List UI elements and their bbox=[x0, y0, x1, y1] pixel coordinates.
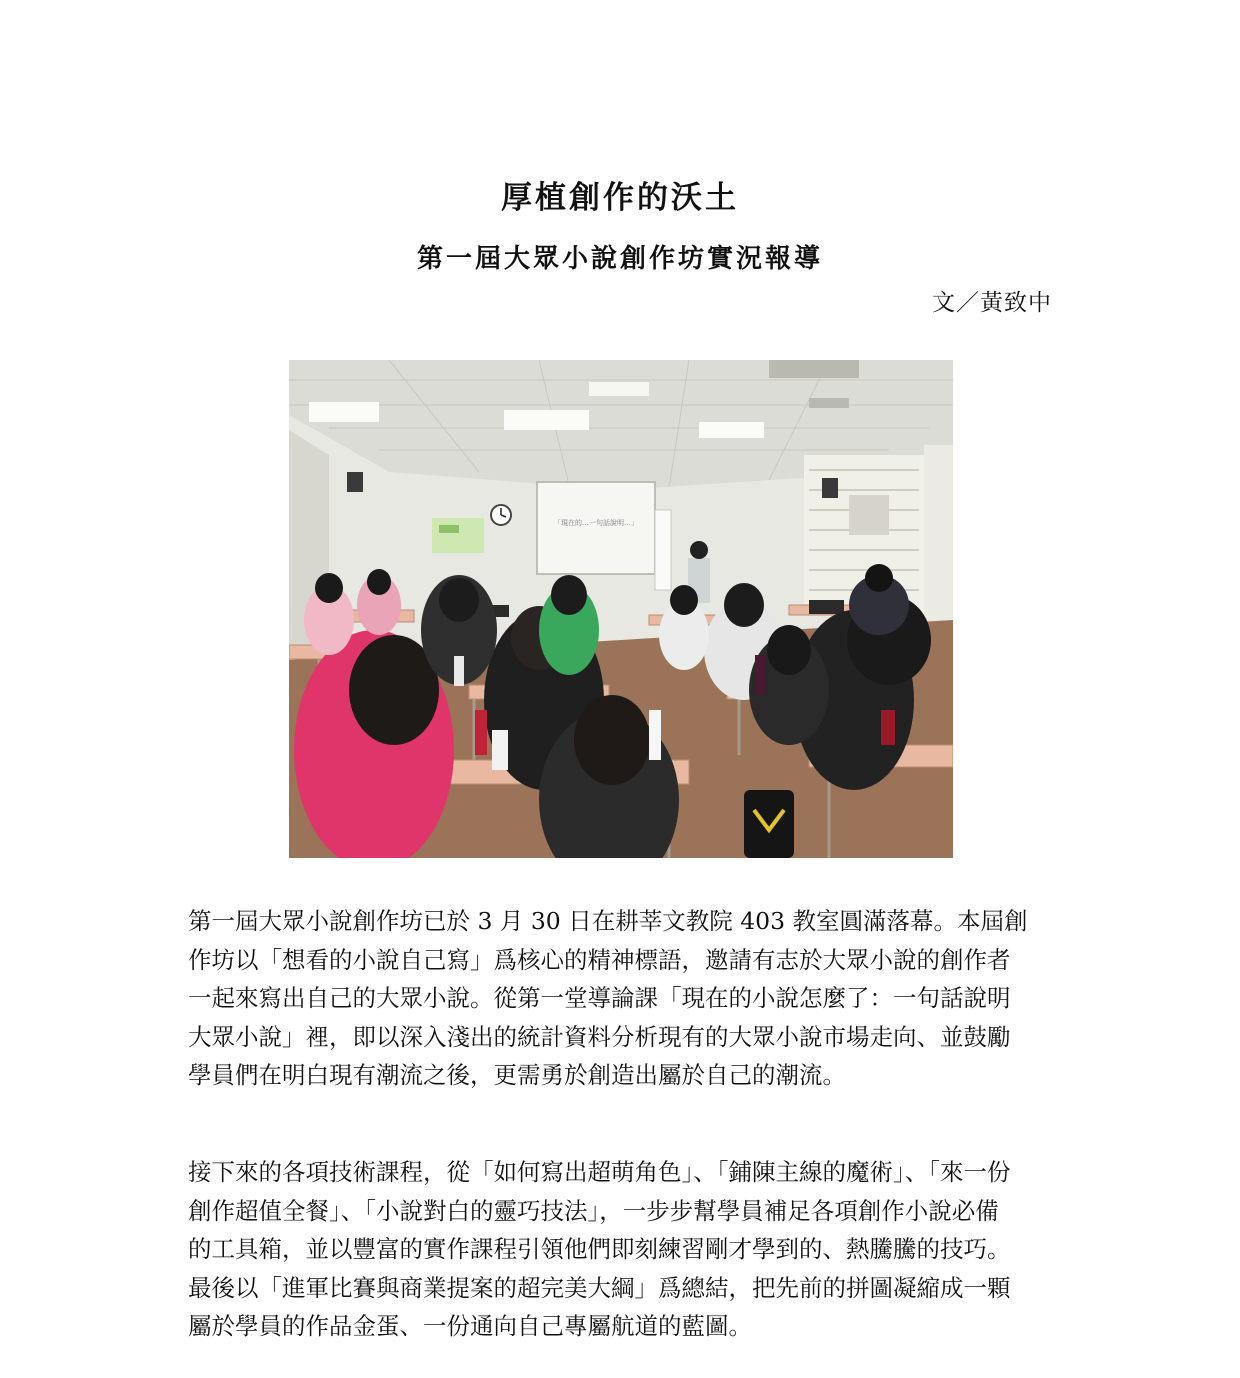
document-title: 厚植創作的沃土 bbox=[501, 180, 739, 216]
screen-text: 「現在的…一句話說明…」 bbox=[554, 519, 638, 527]
paragraph-1 bbox=[188, 902, 1052, 1095]
paragraph-2 bbox=[188, 1153, 1052, 1346]
paragraph-1-line: 第一屆大眾小說創作坊已於 3 月 30 日在耕莘文教院 403 教室圓滿落幕。本屆創 bbox=[188, 907, 1028, 935]
paragraph-1-line: 學員們在明白現有潮流之後，更需勇於創造出屬於自己的潮流。 bbox=[188, 1061, 846, 1089]
paragraph-1-line: 一起來寫出自己的大眾小說。從第一堂導論課「現在的小說怎麼了：一句話說明 bbox=[188, 984, 1011, 1012]
document-subtitle: 第一屆大眾小說創作坊實況報導 bbox=[416, 244, 823, 274]
paragraph-2-line: 接下來的各項技術課程，從「如何寫出超萌角色」、「鋪陳主線的魔術」、「來一份 bbox=[188, 1158, 1011, 1186]
paragraph-2-line: 最後以「進軍比賽與商業提案的超完美大綱」爲總結，把先前的拼圖凝縮成一顆 bbox=[188, 1273, 1011, 1302]
paragraph-2-line: 屬於學員的作品金蛋、一份通向自己專屬航道的藍圖。 bbox=[188, 1312, 752, 1340]
paragraph-2-line: 的工具箱，並以豐富的實作課程引領他們即刻練習剛才學到的、熱騰騰的技巧。 bbox=[188, 1235, 1011, 1263]
paragraph-1-line: 作坊以「想看的小說自己寫」爲核心的精神標語，邀請有志於大眾小說的創作者 bbox=[188, 945, 1011, 974]
classroom-photo bbox=[289, 360, 953, 858]
paragraph-1-line: 大眾小說」裡，即以深入淺出的統計資料分析現有的大眾小說市場走向、並鼓勵 bbox=[188, 1022, 1011, 1051]
byline: 文／黃致中 bbox=[932, 290, 1052, 316]
paragraph-2-line: 創作超值全餐」、「小說對白的靈巧技法」，一步步幫學員補足各項創作小說必備 bbox=[188, 1196, 999, 1225]
